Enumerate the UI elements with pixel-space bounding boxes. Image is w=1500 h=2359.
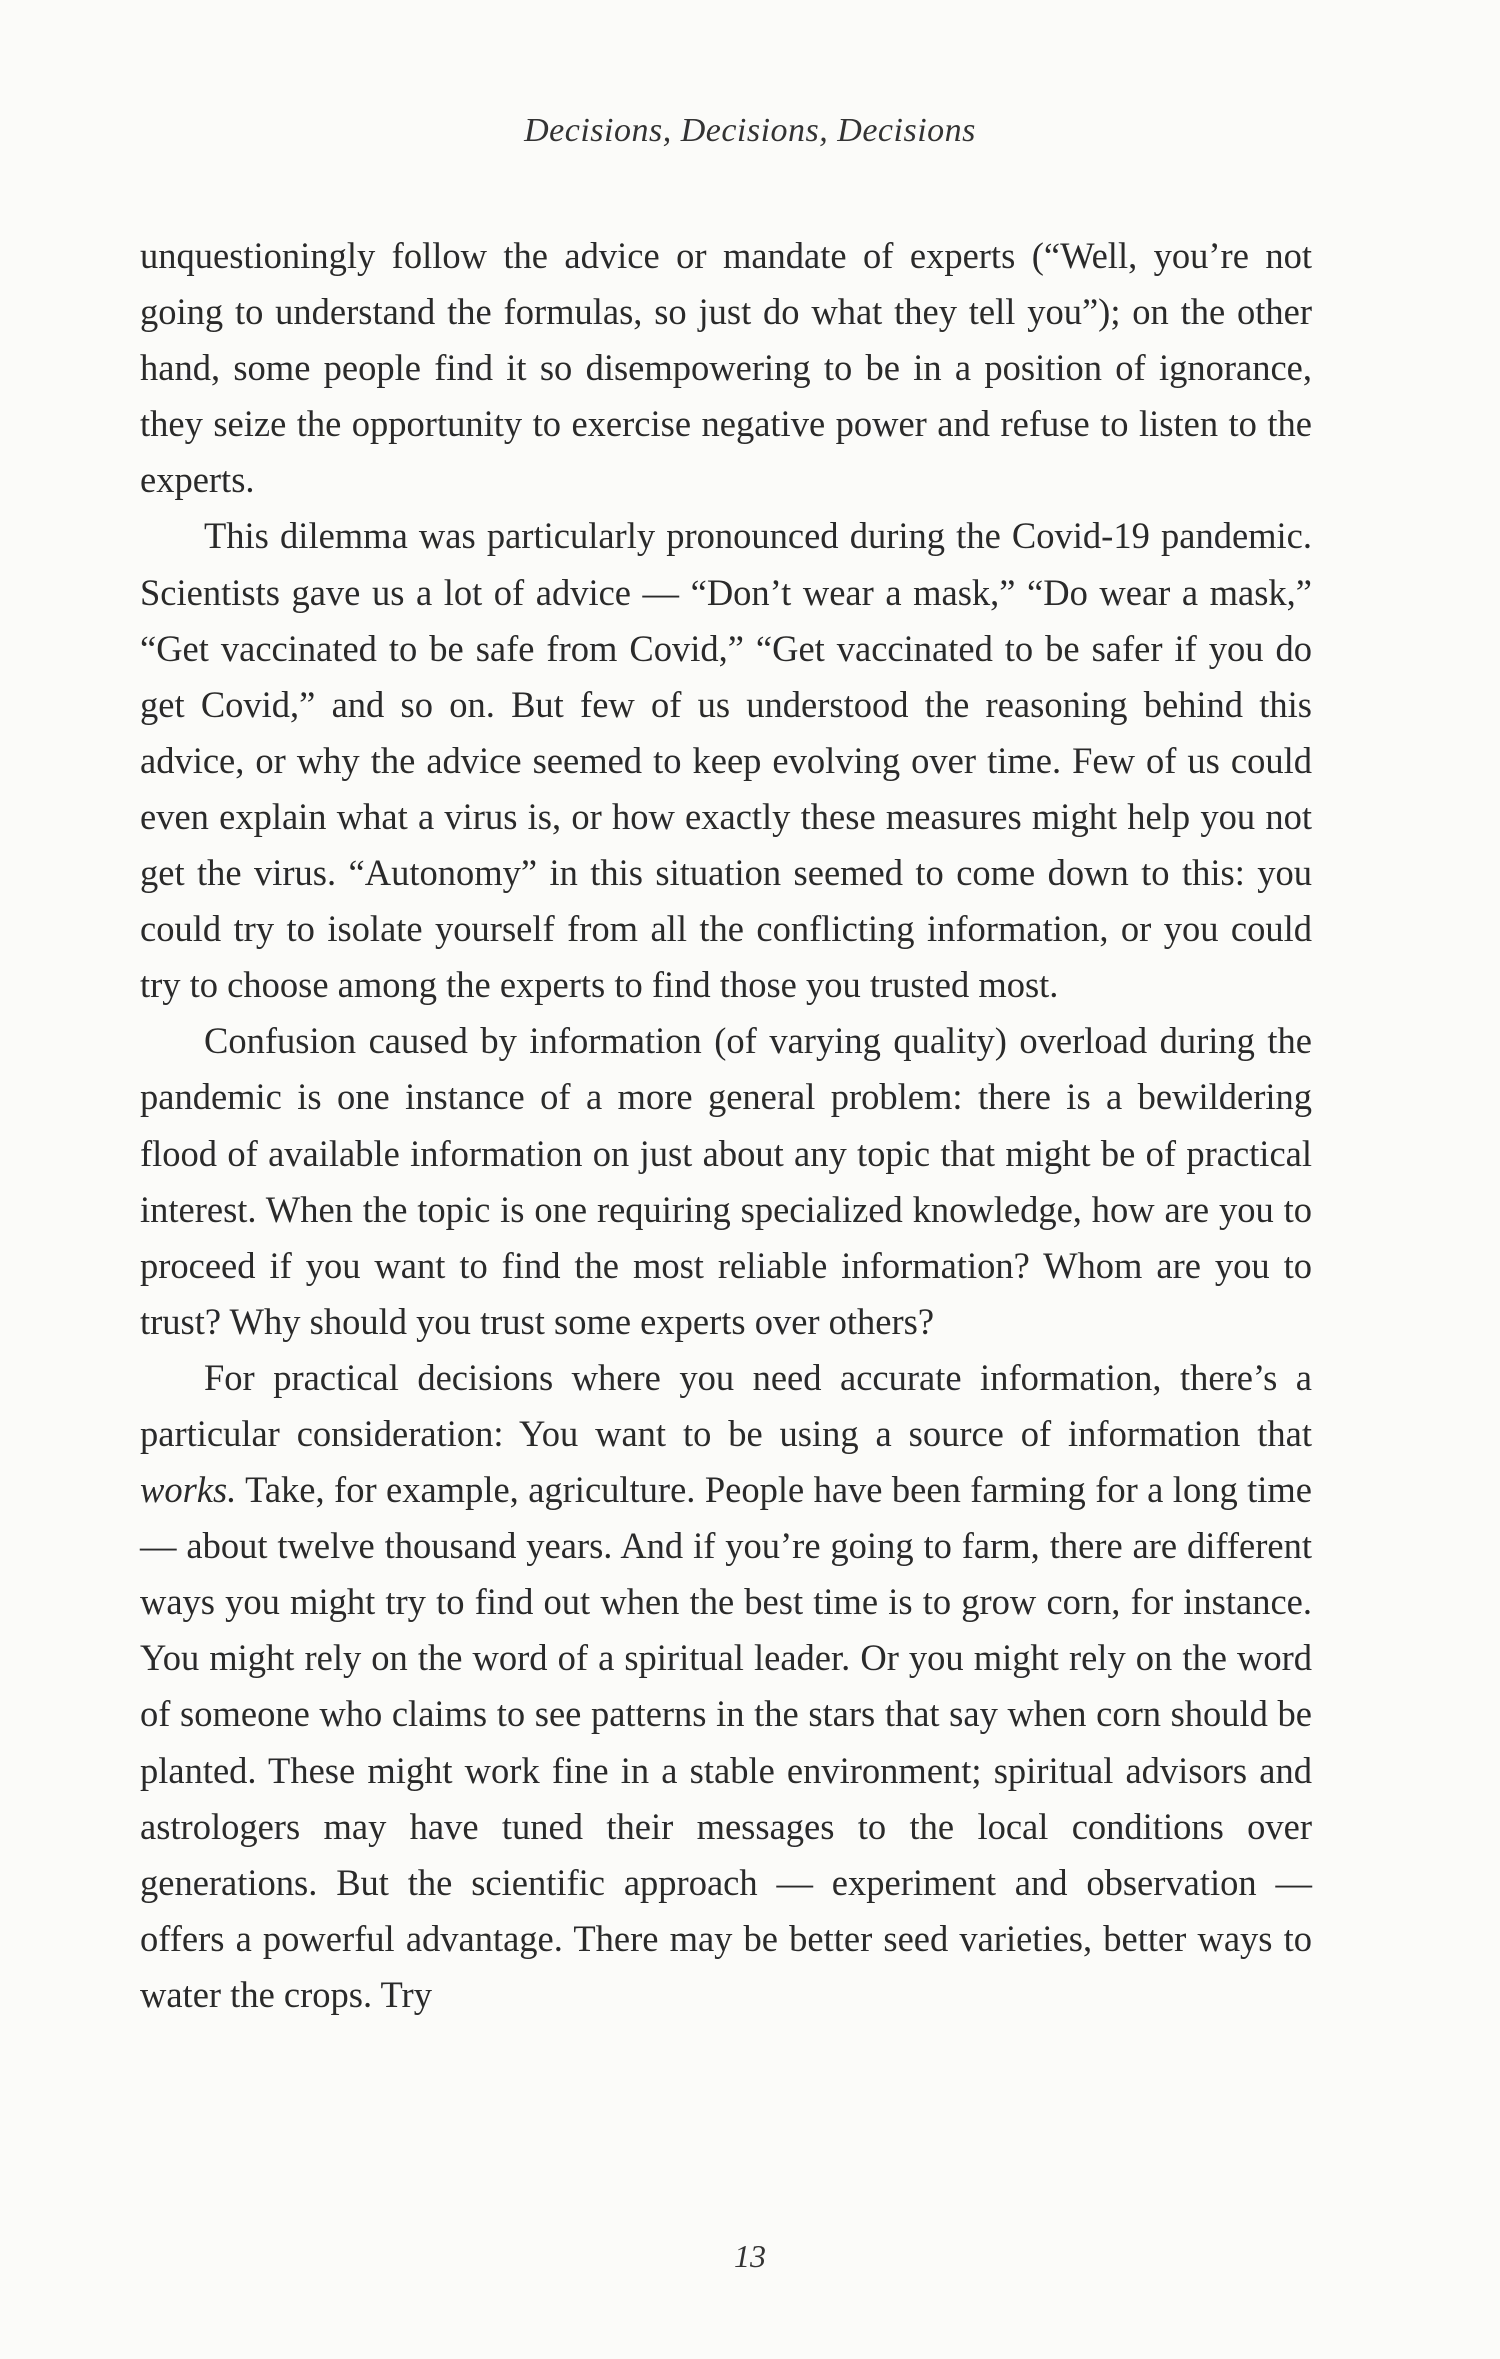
body-text [140,228,1312,2023]
paragraph-practical-decisions [140,1350,1312,2023]
paragraph-text-after: Take, for example, agriculture. People have been farming for a long time — about twelve thousand years. And if you’re going to farm, there are different ways you might try to find out when the best time is to grow corn, for instance. You might rely on the word of a spiritual leader. Or you might rely on the word of someone who claims to see patterns in the stars that say when corn should be planted. These might work fine in a stable environment; spiritual advisors and astrologers may have tuned their messages to the local conditions over generations. But the scientific approach — experiment and observation — offers a powerful advantage. There may be better seed varieties, better ways to water the crops. Try [140,1469,1312,2015]
paragraph-continued: unquestioningly follow the advice or mandate of experts (“Well, you’re not going to understand the formulas, so just do what they tell you”); on the other hand, some people find it so disempowering to be in a position of ignorance, they seize the opportunity to exercise negative power and refuse to listen to the experts. [140,235,1312,501]
page-number: 13 [734,2238,766,2274]
paragraph-information-overload: Confusion caused by information (of varying quality) overload during the pandemic is one instance of a more general problem: there is a bewildering flood of available information on just about any topic that might be of practical interest. When the topic is one requiring specialized knowledge, how are you to proceed if you want to find the most reliable information? Whom are you to trust? Why should you trust some experts over others? [140,1020,1312,1342]
emphasis-works: works. [140,1469,237,1511]
paragraph-covid-dilemma: This dilemma was particularly pronounced during the Covid-19 pandemic. Scientists gave us a lot of advice — “Don’t wear a mask,” “Do wear a mask,” “Get vaccinated to be safe from Covid,” “Get vaccinated to be safer if you do get Covid,” and so on. But few of us understood the reasoning behind this advice, or why the advice seemed to keep evolving over time. Few of us could even explain what a virus is, or how exactly these measures might help you not get the virus. “Autonomy” in this situation seemed to come down to this: you could try to isolate yourself from all the conflicting information, or you could try to choose among the experts to find those you trusted most. [140,515,1312,1006]
running-head: Decisions, Decisions, Decisions [524,112,976,149]
paragraph-text-before: For practical decisions where you need accurate information, there’s a particular consideration: You want to be using a source of information that [140,1356,1312,1454]
